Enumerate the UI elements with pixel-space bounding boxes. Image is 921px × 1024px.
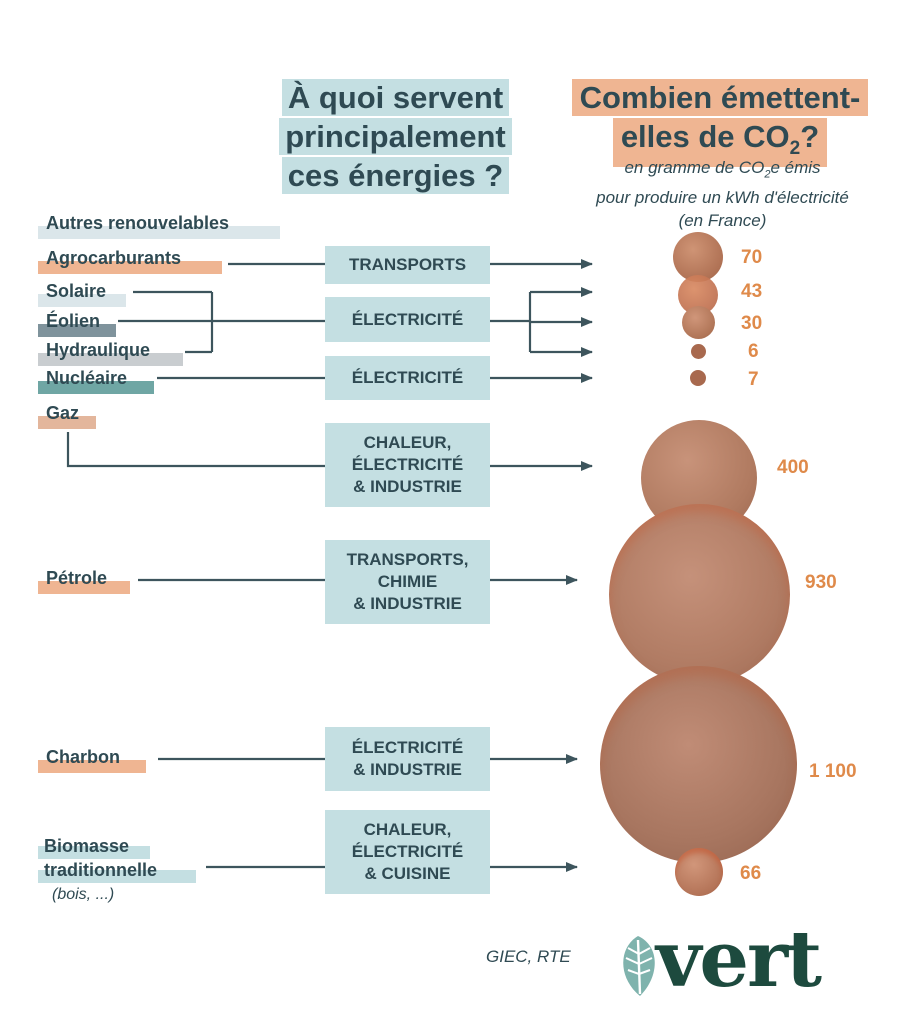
emissions-heading-line2: elles de $CO_2$? [613,118,827,167]
emission-circle-eolien [682,306,715,339]
vert-logo [608,914,868,1005]
emission-circle-petrole [609,504,790,685]
energy-hydraulique: Hydraulique [46,340,150,361]
use-box-oil: TRANSPORTS, CHIMIE & INDUSTRIE [325,540,490,624]
vert-logo-text: vert [656,914,821,1005]
use-box-biomass: CHALEUR, ÉLECTRICITÉ & CUISINE [325,810,490,894]
emission-circle-biomasse [675,848,723,896]
value-gaz: 400 [777,457,809,478]
energy-nucleaire: Nucléaire [46,368,127,389]
use-box-transports: TRANSPORTS [325,246,490,284]
value-charbon: 1 100 [809,761,857,782]
energy-biomasse: Biomasse traditionnelle [44,834,157,882]
subtitle-line3: (en France) [678,211,767,231]
value-agro: 70 [741,247,763,268]
uses-heading-line3: ces énergies ? [282,157,509,194]
energy-solaire: Solaire [46,281,106,302]
energy-eolien: Éolien [46,311,100,332]
value-petrole: 930 [805,572,837,593]
emission-circle-hydraulique [691,344,706,359]
value-nucleaire: 7 [748,369,759,390]
energy-autres-renouvelables: Autres renouvelables [46,213,229,234]
energy-agrocarburants: Agrocarburants [46,248,181,269]
use-box-coal: ÉLECTRICITÉ & INDUSTRIE [325,727,490,791]
subtitle-line1: en gramme de $CO_2e$ émis [624,158,821,181]
use-box-electricite-renewables: ÉLECTRICITÉ [325,297,490,342]
emission-circle-charbon [600,666,797,863]
source-label: GIEC, RTE [486,947,571,966]
use-box-gas: CHALEUR, ÉLECTRICITÉ & INDUSTRIE [325,423,490,507]
value-solaire: 43 [741,281,763,302]
energy-petrole: Pétrole [46,568,107,589]
energy-biomasse-note: (bois, ...) [52,886,115,903]
value-hydraulique: 6 [748,341,759,362]
emission-circle-nucleaire [690,370,706,386]
use-box-electricite-nuclear: ÉLECTRICITÉ [325,356,490,400]
value-biomasse: 66 [740,863,762,884]
value-eolien: 30 [741,313,763,334]
uses-heading-line2: principalement [279,118,512,155]
emissions-heading-line1: Combien émettent- [572,79,869,116]
uses-heading-line1: À quoi servent [282,79,509,116]
energy-charbon: Charbon [46,747,120,768]
energy-gaz: Gaz [46,403,79,424]
subtitle-line2: pour produire un kWh d'électricité [596,188,849,208]
